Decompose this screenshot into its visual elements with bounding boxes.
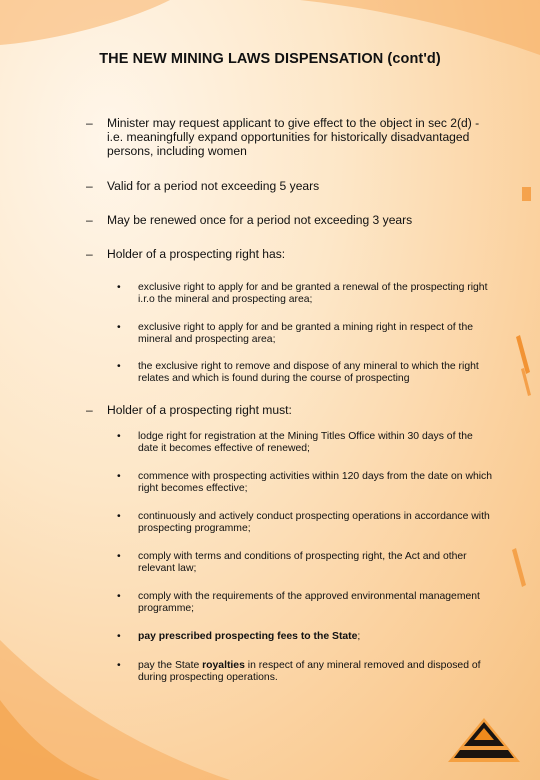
pyramid-logo-icon	[446, 716, 522, 764]
bullet-marker: •	[117, 282, 121, 293]
sub-list-item	[86, 660, 494, 684]
sub-item-text: the exclusive right to remove and dispose of any mineral to which the right relates and which is found during the course of prospecting	[138, 361, 479, 384]
bullet-marker: •	[117, 471, 121, 482]
bullet-marker: •	[117, 591, 121, 602]
bullet-marker: •	[117, 631, 121, 642]
sub-list-item	[86, 361, 494, 385]
list-item	[86, 179, 494, 193]
item-text: Holder of a prospecting right has:	[107, 247, 286, 261]
dash-marker: –	[86, 247, 93, 261]
sub-list-item	[86, 631, 494, 643]
bullet-marker: •	[117, 361, 121, 372]
sub-item-text: commence with prospecting activities within 120 days from the date on which right becomes effective;	[138, 471, 493, 494]
sub-list-item	[86, 322, 494, 346]
sub-item-text: exclusive right to apply for and be granted a mining right in respect of the mineral and prospecting area;	[138, 322, 474, 345]
sub-item-text: comply with the requirements of the approved environmental management programme;	[138, 591, 480, 614]
slide-title: THE NEW MINING LAWS DISPENSATION (cont'd)	[99, 51, 441, 67]
sub-item-bold: pay prescribed prospecting fees to the State	[138, 631, 358, 642]
sub-item-text: exclusive right to apply for and be granted a renewal of the prospecting right i.r.o the mineral and prospecting area;	[138, 282, 488, 305]
sub-list-item	[86, 431, 494, 455]
item-text: May be renewed once for a period not exceeding 3 years	[107, 213, 413, 227]
bullet-marker: •	[117, 551, 121, 562]
item-text: Holder of a prospecting right must:	[107, 403, 292, 417]
sub-list-item	[86, 282, 494, 306]
list-item	[86, 116, 494, 158]
sub-item-text: lodge right for registration at the Mining Titles Office within 30 days of the date it becomes effective of renewed;	[138, 431, 473, 454]
slide-content	[86, 116, 494, 684]
sub-list-item	[86, 471, 494, 495]
item-text: Valid for a period not exceeding 5 years	[107, 179, 320, 193]
item-text: Minister may request applicant to give effect to the object in sec 2(d) - i.e. meaningfully expand opportunities for historically disadvantaged persons, including women	[107, 116, 480, 158]
bullet-marker: •	[117, 660, 121, 671]
bullet-marker: •	[117, 511, 121, 522]
sub-item-text: in respect of any mineral removed and disposed of during prospecting operations.	[138, 660, 481, 683]
list-item	[86, 403, 494, 417]
dash-marker: –	[86, 403, 93, 417]
sub-item-text: comply with terms and conditions of prospecting right, the Act and other relevant law;	[138, 551, 467, 574]
sub-item-text: pay the State	[138, 660, 203, 671]
dash-marker: –	[86, 116, 93, 130]
list-item	[86, 213, 494, 227]
sub-item-text: continuously and actively conduct prospecting operations in accordance with prospecting programme;	[138, 511, 490, 534]
dash-marker: –	[86, 213, 93, 227]
sub-item-bold: royalties	[202, 660, 245, 671]
sub-item-text: ;	[357, 631, 361, 642]
sub-list-item	[86, 511, 494, 535]
bullet-marker: •	[117, 322, 121, 333]
bullet-marker: •	[117, 431, 121, 442]
list-item	[86, 247, 494, 261]
dash-marker: –	[86, 179, 93, 193]
sub-list-item	[86, 591, 494, 615]
sub-list-item	[86, 551, 494, 575]
